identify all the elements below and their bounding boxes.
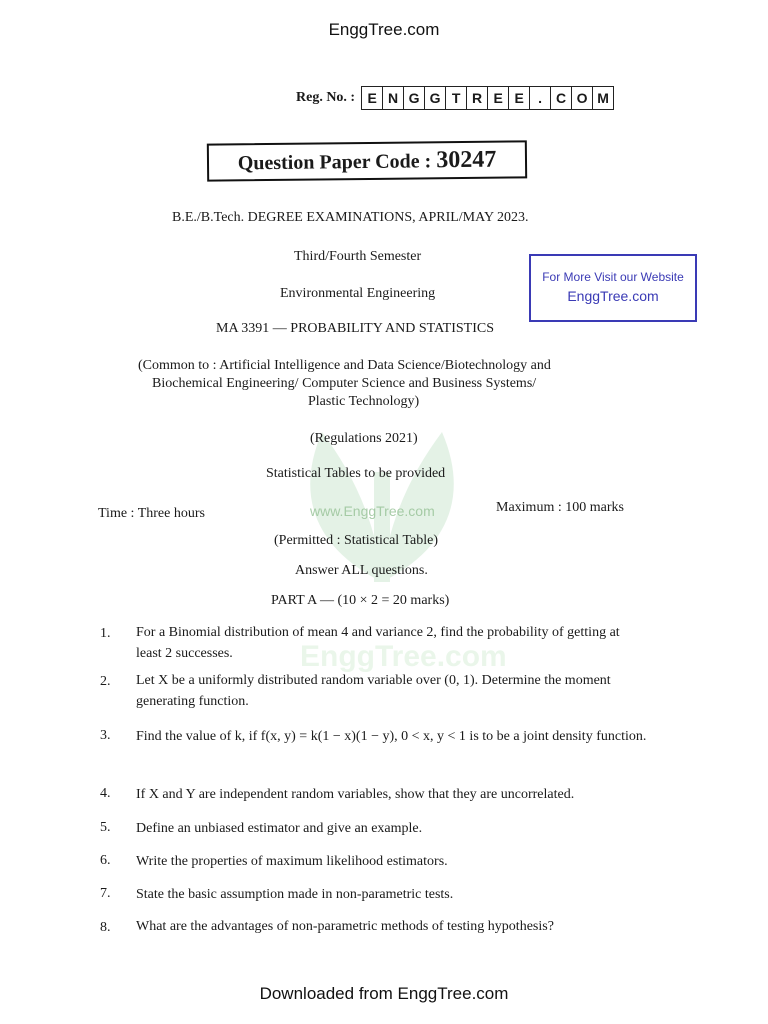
reg-char: M: [597, 90, 609, 106]
question-number: 2.: [100, 674, 111, 689]
question-number: 5.: [100, 820, 111, 835]
reg-no-label: Reg. No. :: [296, 90, 356, 105]
website-box: [529, 254, 697, 322]
question-number: 8.: [100, 920, 111, 935]
exam-common-3: Plastic Technology): [308, 394, 420, 409]
question-number: 7.: [100, 886, 111, 901]
question-item: [0, 784, 768, 804]
question-text: For a Binomial distribution of mean 4 and variance 2, find the probability of getting at least 2 successes.: [136, 625, 620, 661]
reg-char: R: [467, 87, 488, 109]
website-box-line2: EnggTree.com: [567, 288, 659, 304]
question-text: What are the advantages of non-parametric methods of testing hypothesis?: [136, 919, 554, 934]
qpc-label: Question Paper Code :: [237, 150, 432, 175]
reg-char: C: [551, 87, 572, 109]
qpc-code: 30247: [436, 146, 497, 174]
reg-char: G: [425, 87, 446, 109]
question-text: Write the properties of maximum likelihood estimators.: [136, 854, 448, 869]
question-number: 4.: [100, 786, 111, 801]
question-text: If X and Y are independent random variables, show that they are uncorrelated.: [136, 787, 575, 802]
exam-regulations: (Regulations 2021): [310, 431, 418, 446]
question-item: [0, 724, 768, 744]
watermark-url: www.EnggTree.com: [310, 503, 435, 519]
exam-branch: Environmental Engineering: [280, 286, 436, 301]
reg-char: O: [572, 87, 593, 109]
site-header: EnggTree.com: [328, 20, 440, 39]
reg-no-boxes: [361, 86, 614, 110]
reg-char: E: [362, 87, 383, 109]
question-item: [0, 884, 768, 904]
exam-course: MA 3391 — PROBABILITY AND STATISTICS: [216, 321, 494, 336]
reg-char: T: [446, 87, 467, 109]
question-paper-code: [207, 140, 527, 181]
question-text: Find the value of k, if f(x, y) = k(1 − x)(1 − y), 0 < x, y < 1 is to be a joint density function.: [136, 729, 647, 744]
reg-no: [296, 86, 614, 110]
question-number: 3.: [100, 728, 111, 743]
exam-title: B.E./B.Tech. DEGREE EXAMINATIONS, APRIL/MAY 2023.: [172, 210, 529, 225]
exam-permitted: (Permitted : Statistical Table): [274, 533, 439, 548]
reg-char: E: [488, 87, 509, 109]
question-item: [0, 916, 768, 936]
question-number: 1.: [100, 626, 111, 641]
question-item: [0, 670, 768, 709]
exam-time: Time : Three hours: [98, 506, 205, 521]
reg-char: E: [509, 87, 530, 109]
site-footer: Downloaded from EnggTree.com: [259, 984, 509, 1003]
exam-common-1: (Common to : Artificial Intelligence and Data Science/Biotechnology and: [138, 358, 551, 373]
website-box-line1: For More Visit our Website: [542, 270, 684, 284]
reg-char: .: [530, 87, 551, 109]
question-item: [0, 851, 768, 871]
exam-common-2: Biochemical Engineering/ Computer Science and Business Systems/: [152, 376, 537, 391]
exam-tables: Statistical Tables to be provided: [266, 466, 446, 481]
question-text: Define an unbiased estimator and give an example.: [136, 821, 423, 836]
question-text: Let X be a uniformly distributed random variable over (0, 1). Determine the moment generating function.: [136, 673, 611, 709]
watermark-big-text: EnggTree.com: [300, 640, 507, 673]
exam-max-marks: Maximum : 100 marks: [496, 500, 624, 515]
part-a-heading: PART A — (10 × 2 = 20 marks): [271, 593, 450, 608]
exam-semester: Third/Fourth Semester: [294, 249, 422, 264]
question-item: [0, 818, 768, 838]
reg-char: G: [404, 87, 425, 109]
exam-answer-all: Answer ALL questions.: [295, 563, 428, 578]
question-text: State the basic assumption made in non-parametric tests.: [136, 887, 454, 902]
reg-char: N: [383, 87, 404, 109]
question-number: 6.: [100, 853, 111, 868]
